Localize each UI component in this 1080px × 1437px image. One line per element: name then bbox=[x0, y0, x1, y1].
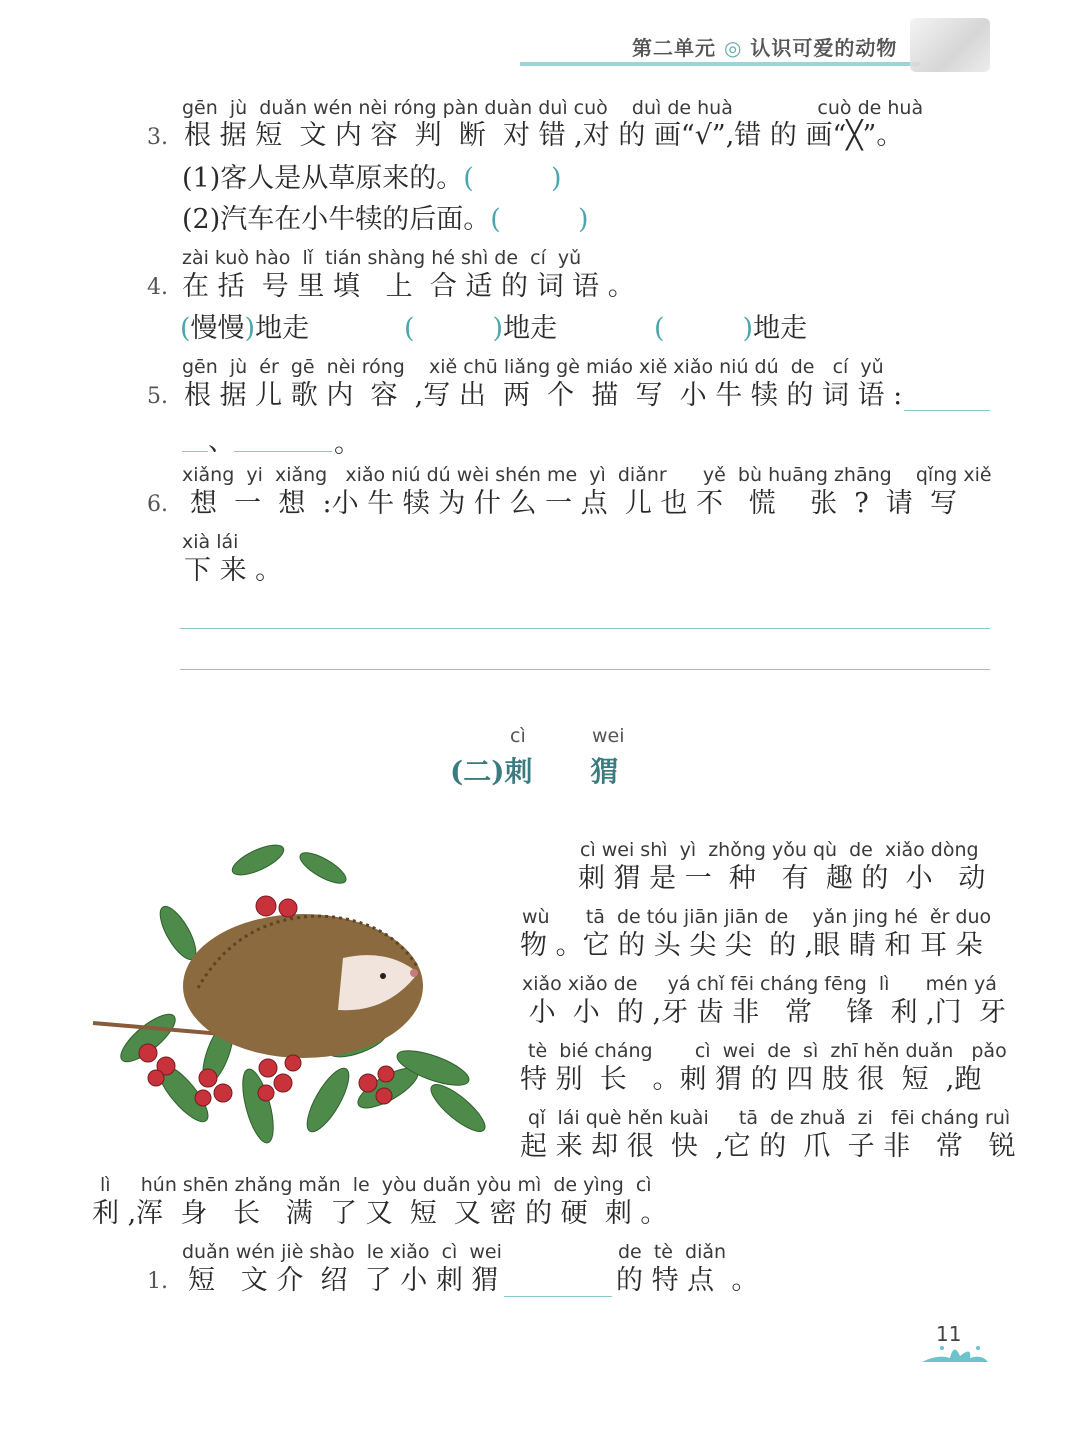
q5-period: 。 bbox=[334, 428, 361, 459]
passage-line-6: 利 ,浑 身 长 满 了 又 短 又 密 的 硬 刺 。 bbox=[92, 1198, 668, 1229]
passage-pinyin-2: wù tā de tóu jiān jiān de yǎn jing hé ěr duo bbox=[522, 906, 992, 928]
q5-answer-line-2[interactable] bbox=[234, 451, 332, 452]
q4-blank-3[interactable]: ( )地走 bbox=[654, 313, 808, 344]
lesson-title-pinyin-2: wei bbox=[592, 725, 625, 747]
q6-prompt-2: 下 来 。 bbox=[184, 555, 283, 586]
header-decoration-image bbox=[910, 18, 990, 72]
q3-statement-2: (2)汽车在小牛犊的后面。( ) bbox=[182, 204, 589, 235]
answer-paren[interactable]: ( ) bbox=[490, 204, 589, 235]
q5-prompt: 根 据 儿 歌 内 容 ,写 出 两 个 描 写 小 牛 犊 的 词 语 : bbox=[184, 380, 903, 411]
water-splash-icon bbox=[920, 1336, 990, 1366]
q5-answer-line-1-cont[interactable] bbox=[182, 451, 208, 452]
q6-prompt: 想 一 想 :小 牛 犊 为 什 么 一 点 儿 也 不 慌 张 ? 请 写 bbox=[190, 488, 958, 519]
q3-number: 3. bbox=[147, 125, 168, 150]
passage-pinyin-3: xiǎo xiǎo de yá chǐ fēi cháng fēng lì mén yá bbox=[522, 973, 997, 995]
rq1-prompt-tail: 的 特 点 。 bbox=[616, 1265, 759, 1296]
header-separator-icon: ◎ bbox=[723, 36, 743, 60]
unit-header bbox=[632, 32, 897, 61]
rq1-answer-line[interactable] bbox=[504, 1296, 612, 1297]
hedgehog-illustration bbox=[88, 838, 498, 1158]
q3-prompt: 根 据 短 文 内 容 判 断 对 错 ,对 的 画“√”,错 的 画“╳”。 bbox=[184, 120, 904, 151]
passage-line-2: 物 。它 的 头 尖 尖 的 ,眼 睛 和 耳 朵 bbox=[520, 930, 983, 961]
rq1-prompt: 短 文 介 绍 了 小 刺 猬 bbox=[188, 1265, 499, 1296]
passage-line-4: 特 别 长 。刺 猬 的 四 肢 很 短 ,跑 bbox=[520, 1064, 982, 1095]
q4-number: 4. bbox=[147, 275, 168, 300]
rq1-pinyin-tail: de tè diǎn bbox=[618, 1241, 727, 1263]
passage-pinyin-4: tè bié cháng cì wei de sì zhī hěn duǎn pǎo bbox=[522, 1040, 1007, 1062]
answer-paren[interactable]: ( ) bbox=[463, 163, 562, 194]
q5-number: 5. bbox=[147, 384, 168, 409]
q3-pinyin: gēn jù duǎn wén nèi róng pàn duàn duì cuò duì de huà cuò de huà bbox=[182, 97, 924, 119]
passage-line-3: 小 小 的 ,牙 齿 非 常 锋 利 ,门 牙 bbox=[520, 997, 1006, 1028]
lesson-title-pinyin-1: cì bbox=[510, 725, 526, 747]
passage-pinyin-6: lì hún shēn zhǎng mǎn le yòu duǎn yòu mì de yìng cì bbox=[100, 1174, 652, 1196]
passage-pinyin-1: cì wei shì yì zhǒng yǒu qù de xiǎo dòng bbox=[580, 839, 979, 861]
unit-title: 认识可爱的动物 bbox=[750, 36, 898, 60]
q4-prompt: 在 括 号 里 填 上 合 适 的 词 语 。 bbox=[182, 271, 635, 302]
q6-answer-line-1[interactable] bbox=[180, 628, 990, 629]
q4-blank-2[interactable]: ( )地走 bbox=[404, 313, 558, 344]
q5-pinyin: gēn jù ér gē nèi róng xiě chū liǎng gè miáo xiě xiǎo niú dú de cí yǔ bbox=[182, 356, 884, 378]
page-number: 11 bbox=[936, 1322, 962, 1346]
q6-number: 6. bbox=[147, 492, 168, 517]
q3-statement-1: (1)客人是从草原来的。( ) bbox=[182, 163, 562, 194]
q6-pinyin-2: xià lái bbox=[182, 531, 239, 553]
rq1-number: 1. bbox=[147, 1269, 168, 1294]
passage-pinyin-5: qǐ lái què hěn kuài tā de zhuǎ zi fēi cháng ruì bbox=[522, 1107, 1011, 1129]
q5-answer-line-1[interactable] bbox=[904, 410, 990, 411]
passage-line-1: 刺 猬 是 一 种 有 趣 的 小 动 bbox=[578, 863, 986, 894]
q4-blank-1[interactable]: (慢慢)地走 bbox=[180, 313, 310, 344]
q6-pinyin: xiǎng yi xiǎng xiǎo niú dú wèi shén me yì diǎnr yě bù huāng zhāng qǐng xiě bbox=[182, 464, 992, 486]
unit-label: 第二单元 bbox=[632, 36, 716, 60]
passage-line-5: 起 来 却 很 快 ,它 的 爪 子 非 常 锐 bbox=[520, 1131, 1016, 1162]
lesson-title: (二)刺 猬 bbox=[450, 755, 619, 788]
header-accent-bar bbox=[520, 62, 920, 66]
rq1-pinyin: duǎn wén jiè shào le xiǎo cì wei bbox=[182, 1241, 502, 1263]
q6-answer-line-2[interactable] bbox=[180, 669, 990, 670]
q4-pinyin: zài kuò hào lǐ tián shàng hé shì de cí yǔ bbox=[182, 247, 582, 269]
q5-separator: 、 bbox=[208, 426, 235, 457]
